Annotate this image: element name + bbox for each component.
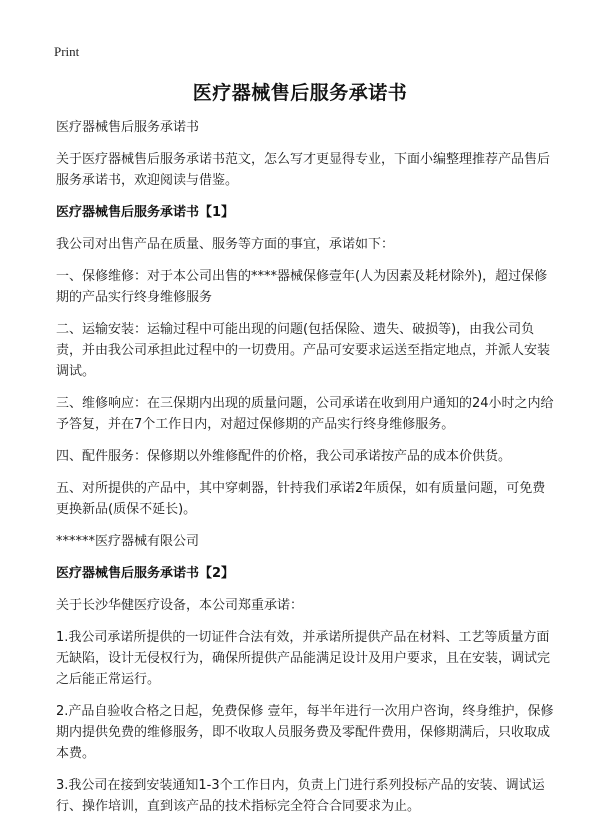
section1-signature: ******医疗器械有限公司 bbox=[56, 534, 200, 549]
section1-opening: 我公司对出售产品在质量、服务等方面的事宜，承诺如下： bbox=[56, 237, 395, 252]
section1-item-warranty: 一、保修维修：对于本公司出售的****器械保修壹年(人为因素及耗材除外)，超过保修期的产品实行终身维修服务 bbox=[56, 269, 548, 305]
section1-item-puncture: 五、对所提供的产品中，其中穿刺器，针持我们承诺2年质保，如有质量问题，可免费更换新品(质保不延长)。 bbox=[56, 481, 546, 517]
print-label: Print bbox=[54, 44, 80, 59]
section1-item-response: 三、维修响应：在三保期内出现的质量问题，公司承诺在收到用户通知的24小时之内给予答复，并在7个工作日内，对超过保修期的产品实行终身维修服务。 bbox=[56, 396, 554, 432]
section2-item-2: 2.产品自验收合格之日起，免费保修 壹年，每半年进行一次用户咨询，终身维护，保修期内提供免费的维修服务，即不收取人员服务费及零配件费用，保修期满后，只收取成本费。 bbox=[56, 704, 554, 761]
intro-lead: 关于医疗器械售后服务承诺书范文，怎么写才更显得专业，下面小编整理推荐产品售后服务承诺书，欢迎阅读与借鉴。 bbox=[56, 152, 551, 188]
section2-opening: 关于长沙华健医疗设备，本公司郑重承诺： bbox=[56, 598, 304, 613]
section2-item-3: 3.我公司在接到安装通知1-3个工作日内，负责上门进行系列投标产品的安装、调试运行、操作培训，直到该产品的技术指标完全符合合同要求为止。 bbox=[56, 778, 545, 814]
section1-item-parts: 四、配件服务：保修期以外维修配件的价格，我公司承诺按产品的成本价供货。 bbox=[56, 449, 512, 464]
section2-item-1: 1.我公司承诺所提供的一切证件合法有效，并承诺所提供产品在材料、工艺等质量方面无缺陷，设计无侵权行为，确保所提供产品能满足设计及用户要求，且在安装，调试完之后能正常运行。 bbox=[56, 630, 551, 687]
section1-heading: 医疗器械售后服务承诺书【1】 bbox=[56, 205, 235, 220]
intro-subtitle: 医疗器械售后服务承诺书 bbox=[56, 120, 200, 135]
document-body bbox=[56, 117, 556, 828]
document-title: 医疗器械售后服务承诺书 bbox=[192, 82, 408, 104]
section1-item-transport: 二、运输安装：运输过程中可能出现的问题(包括保险、遗失、破损等)，由我公司负责，并由我公司承担此过程中的一切费用。产品可安要求运送至指定地点，并派人安装调试。 bbox=[56, 322, 551, 379]
section2-heading: 医疗器械售后服务承诺书【2】 bbox=[56, 566, 235, 581]
